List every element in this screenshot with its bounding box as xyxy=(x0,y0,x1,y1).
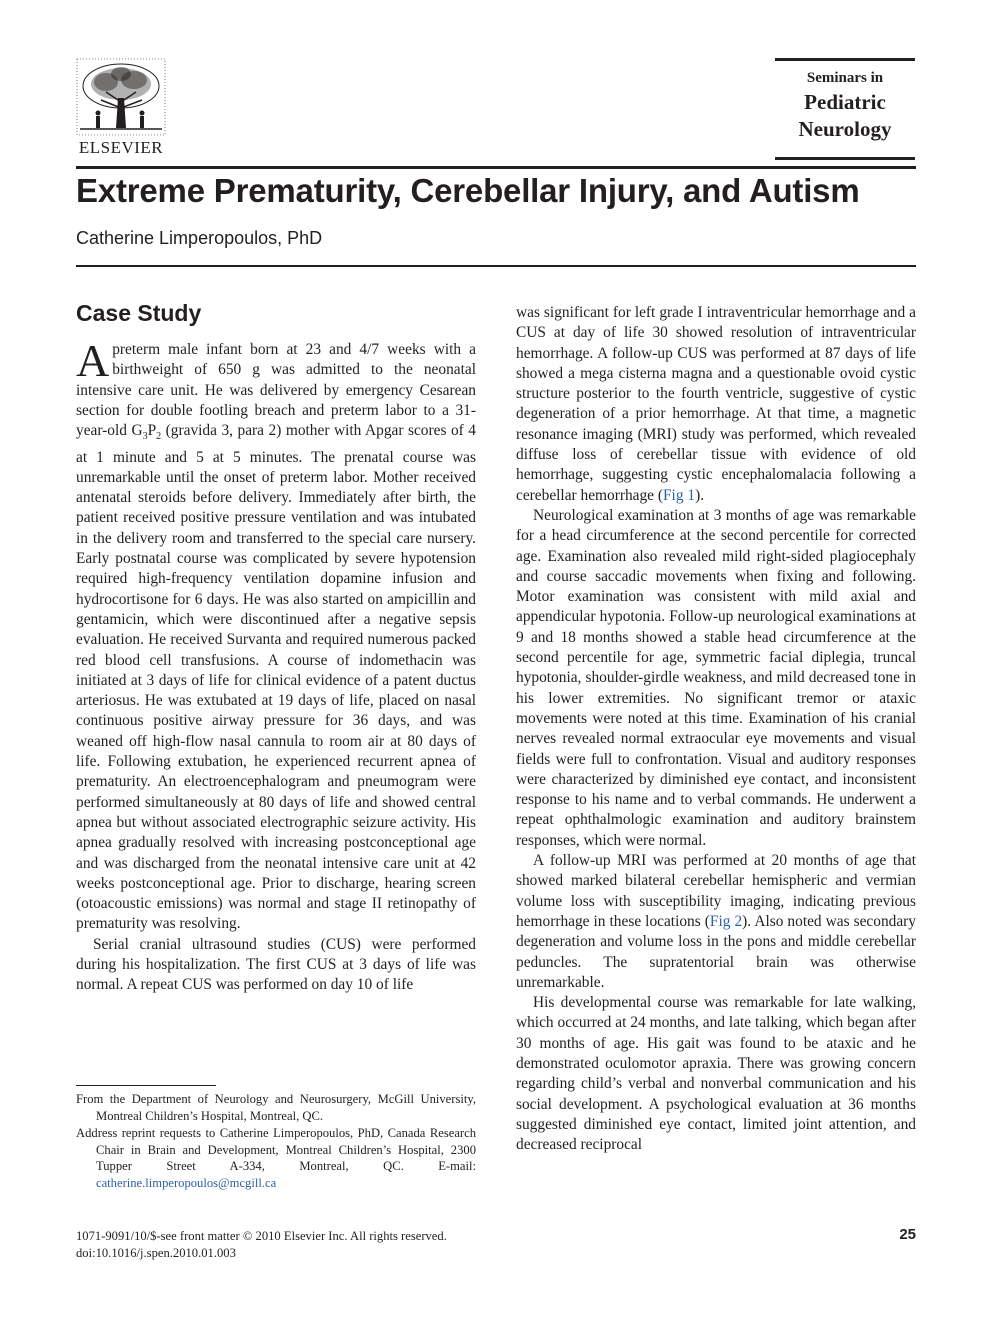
left-column xyxy=(76,335,476,996)
paragraph-text: (gravida 3, para 2) mother with Apgar scores of 4 at 1 minute and 5 at 5 minutes. The prenatal course was unremarkable until the onset of preterm labor. Mother received antenatal steroids before delivery. Immediately after birth, the patient received positive pressure ventilation and was intubated in the delivery room and transferred to the special care nursery. Early postnatal course was complicated by severe hypotension required high-frequency ventilation dopamine infusion and hydrocortisone for 6 days. He was also started on ampicillin and gentamicin, which were discontinued after a negative sepsis evaluation. He received Survanta and required numerous packed red blood cell transfusions. A course of indomethacin was initiated at 3 days of life for clinical evidence of a patent ductus arteriosus. He was extubated at 19 days of life, placed on nasal continuous positive airway pressure for 36 days, and was weaned off high-flow nasal cannula to room air at 80 days of life. Following extubation, he experienced recurrent apnea of prematurity. An electroencephalogram and pneumogram were performed simultaneously at 80 days of life and showed central apnea but without associated electrographic seizure activity. His apnea gradually resolved with increasing postconceptional age and was discharged from the neonatal intensive care unit at 42 weeks postconceptional age. Prior to discharge, hearing screen (otoacoustic emissions) was normal and stage II retinopathy of prematurity was resolving. xyxy=(76,422,476,933)
elsevier-logo xyxy=(76,58,166,156)
paragraph-text: A follow-up MRI was performed at 20 months of age that showed marked bilateral cerebellar hemispheric and vermian volume loss with susceptibility imaging, indicating previous hemorrhage in these locations ( xyxy=(516,852,916,930)
subscript: 2 xyxy=(156,431,162,443)
journal-title-box xyxy=(775,58,915,160)
paragraph-text: preterm male infant born at 23 and 4/7 weeks with a birthweight of 650 g was admitted to the neonatal intensive care unit. He was delivered by emergency Cesarean section for double footling breach and preterm labor to a 31-year-old G xyxy=(76,341,476,440)
title-bottom-rule xyxy=(76,265,916,267)
figure-2-link[interactable]: Fig 2 xyxy=(709,912,743,930)
publisher-name: ELSEVIER xyxy=(78,138,164,157)
footnotes xyxy=(76,1091,476,1192)
right-column xyxy=(516,303,916,1155)
journal-name-line2: Neurology xyxy=(798,117,892,141)
paragraph: Serial cranial ultrasound studies (CUS) were performed during his hospitalization. The first CUS at 3 days of life was normal. A repeat CUS was performed on day 10 of life xyxy=(76,935,476,994)
paragraph: Neurological examination at 3 months of age was remarkable for a head circumference at the second percentile for corrected age. Examination also revealed mild right-sided plagiocephaly and course saccadic movements when fixing and following. Motor examination was consistent with mild axial and appendicular hypotonia. Follow-up neurological examinations at 9 and 18 months showed a stable head circumference at the second percentile for age, symmetric facial diplegia, truncal hypotonia, shoulder-girdle weakness, and mild decreased tone in his lower extremities. No significant tremor or ataxic movements were noted at this time. Examination of his cranial nerves revealed normal extraocular eye movements and visual fields were full to confrontation. Visual and auditory responses were characterized by diminished eye contact, and inconsistent response to his name and to verbal commands. He underwent a repeat ophthalmologic examination and auditory brainstem responses, which were normal. xyxy=(516,506,916,849)
paragraph-text: ). xyxy=(695,486,705,504)
article-title: Extreme Prematurity, Cerebellar Injury, and Autism xyxy=(76,172,860,209)
journal-name-line1: Pediatric xyxy=(804,90,886,114)
figure-1-link[interactable]: Fig 1 xyxy=(662,486,696,504)
footnote-rule xyxy=(76,1085,216,1086)
footer-info xyxy=(76,1228,447,1262)
article-author: Catherine Limperopoulos, PhD xyxy=(76,228,323,248)
paragraph-text: P xyxy=(147,422,157,440)
paragraph-text: was significant for left grade I intraventricular hemorrhage and a CUS at day of life 30 showed resolution of intraventricular hemorrhage. A follow-up CUS was performed at 87 days of life showed a mega cisterna magna and a questionable ovoid cystic structure posterior to the fourth ventricle, suggestive of cystic degeneration of a prior hemorrhage. At that time, a magnetic resonance imaging (MRI) study was performed, which revealed diffuse loss of cerebellar tissue with evidence of old hemorrhage, suggesting cystic encephalomalacia following a cerebellar hemorrhage ( xyxy=(516,304,916,504)
paragraph xyxy=(76,335,476,935)
paragraph: His developmental course was remarkable for late walking, which occurred at 24 months, and late talking, which began after 30 months of age. His gait was found to be ataxic and he demonstrated oculomotor apraxia. There was growing concern regarding child’s verbal and nonverbal communication and his social development. A psychological evaluation at 36 months suggested diminished eye contact, limited joint attention, and decreased reciprocal xyxy=(516,994,916,1154)
affiliation-note: From the Department of Neurology and Neurosurgery, McGill University, Montreal Children’s Hospital, Montreal, QC. xyxy=(76,1092,476,1123)
drop-cap: A xyxy=(76,335,110,386)
section-heading: Case Study xyxy=(76,300,202,326)
page-number: 25 xyxy=(899,1226,916,1243)
email-link[interactable]: catherine.limperopoulos@mcgill.ca xyxy=(96,1175,277,1190)
address-note xyxy=(76,1125,476,1191)
copyright-line: 1071-9091/10/$-see front matter © 2010 Elsevier Inc. All rights reserved. xyxy=(76,1229,447,1243)
elsevier-tree-icon xyxy=(76,58,166,136)
paragraph xyxy=(516,303,916,506)
journal-prefix: Seminars in xyxy=(806,70,884,86)
paragraph xyxy=(516,851,916,993)
address-text: Address reprint requests to Catherine Limperopoulos, PhD, Canada Research Chair in Brain and Development, Montreal Children’s Hospital, 2300 Tupper Street A-334, Montreal, QC. E-mail: xyxy=(76,1126,476,1173)
subscript: 3 xyxy=(142,431,148,443)
doi-line: doi:10.1016/j.spen.2010.01.003 xyxy=(76,1246,236,1260)
paragraph-text: ). Also noted was secondary degeneration and volume loss in the pons and middle cerebellar peduncles. The supratentorial brain was otherwise unremarkable. xyxy=(516,912,917,991)
title-top-rule xyxy=(76,166,916,169)
